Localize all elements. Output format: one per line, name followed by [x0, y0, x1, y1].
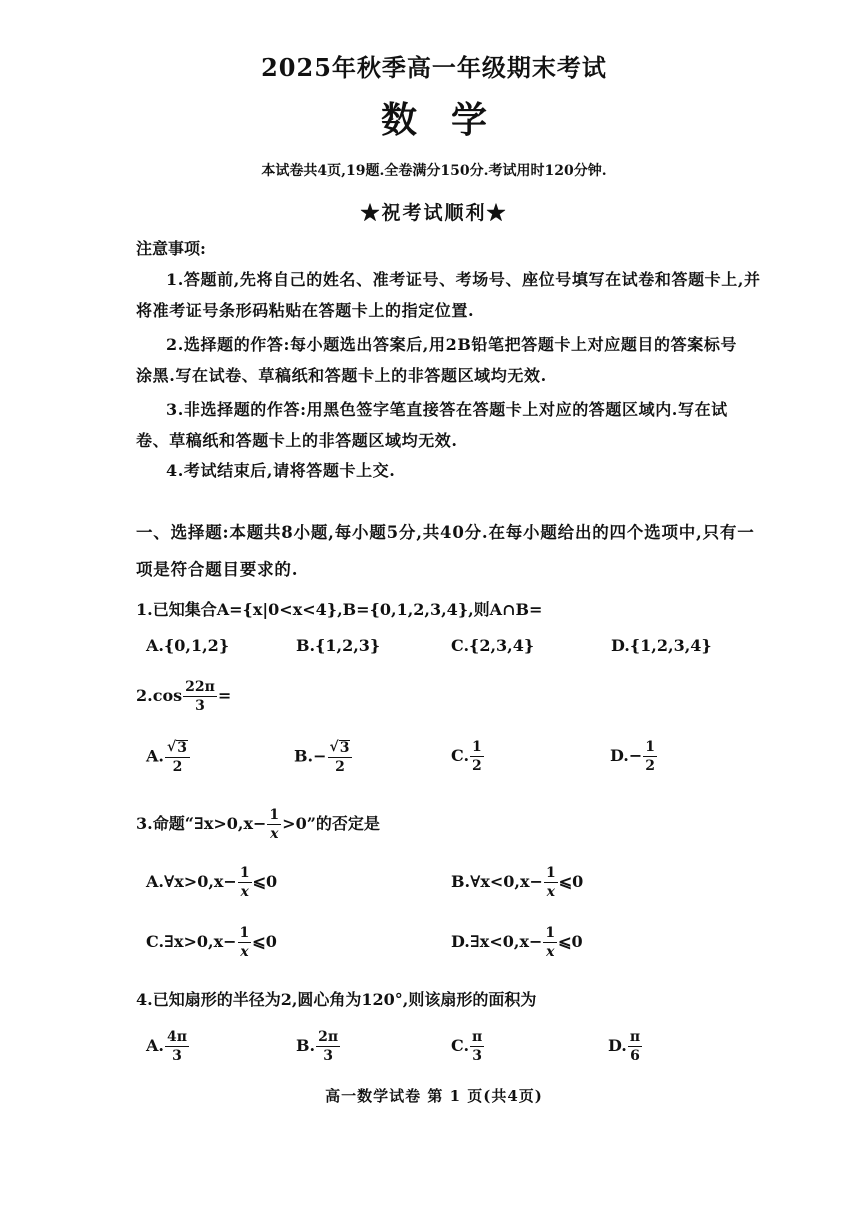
subject-title: 数学: [380, 99, 521, 141]
question-4-option-c: C. $\frac{\pi}{3}$: [451, 1029, 483, 1064]
section-heading-line-2: 项是符合题目要求的.: [136, 560, 299, 579]
question-4-option-d: D. $\frac{\pi}{6}$: [608, 1029, 641, 1064]
section-heading-line-1: 一、选择题:本题共8小题,每小题5分,共40分.在每小题给出的四个选项中,只有一: [136, 523, 755, 542]
question-1-option-a: A.{0,1,2}: [146, 636, 230, 655]
question-2-option-c: C. $\frac{1}{2}$: [451, 739, 482, 774]
question-3-option-c: C.∃x>0,x− $\frac{1}{x}$ ⩽0: [146, 925, 277, 960]
sqrt-sign-icon: √ 3: [166, 739, 187, 756]
question-2-option-d: D.− $\frac{1}{2}$: [610, 739, 656, 774]
question-2-option-a: A. √ 3 2: [146, 740, 191, 774]
question-3-stem: 3.命题“∃x>0,x− $\frac{1}{x}$ >0”的否定是: [136, 807, 380, 842]
notice-heading: 注意事项:: [136, 239, 206, 258]
question-2-numerator: 22π: [185, 679, 215, 695]
good-luck-banner: ★祝考试顺利★: [360, 202, 508, 224]
sqrt-sign-icon: √ 3: [329, 739, 350, 756]
question-4-option-b: B. $\frac{2\pi}{3}$: [296, 1029, 339, 1064]
notice-item-1-line-1: 1.答题前,先将自己的姓名、准考证号、考场号、座位号填写在试卷和答题卡上,并: [166, 270, 761, 289]
exam-title: 2025年秋季高一年级期末考试: [261, 53, 607, 82]
notice-item-1-line-2: 将准考证号条形码粘贴在答题卡上的指定位置.: [136, 301, 475, 320]
exam-info: 本试卷共4页,19题.全卷满分150分.考试用时120分钟.: [261, 163, 607, 179]
question-1-option-d: D.{1,2,3,4}: [611, 636, 712, 655]
question-2-denominator: 3: [195, 698, 205, 714]
question-4-stem: 4.已知扇形的半径为2,圆心角为120°,则该扇形的面积为: [136, 990, 537, 1009]
question-2-fraction: [183, 680, 217, 713]
question-2-suffix: =: [217, 686, 232, 705]
question-4-option-a: A. $\frac{4\pi}{3}$: [146, 1029, 187, 1064]
question-3-option-b: B.∀x<0,x− $\frac{1}{x}$ ⩽0: [451, 865, 584, 900]
page-footer: 高一数学试卷 第 1 页(共4页): [325, 1087, 543, 1105]
question-1-option-c: C.{2,3,4}: [451, 636, 535, 655]
question-1-option-b: B.{1,2,3}: [296, 636, 381, 655]
question-3-option-d: D.∃x<0,x− $\frac{1}{x}$ ⩽0: [451, 925, 583, 960]
notice-item-3-line-2: 卷、草稿纸和答题卡上的非答题区域均无效.: [136, 431, 458, 450]
notice-item-4: 4.考试结束后,请将答题卡上交.: [166, 461, 396, 480]
question-2-stem: [136, 680, 231, 713]
question-2-prefix: 2.cos: [136, 686, 183, 705]
notice-item-2-line-1: 2.选择题的作答:每小题选出答案后,用2B铅笔把答题卡上对应题目的答案标号: [166, 335, 738, 354]
question-1-stem: 1.已知集合A={x|0<x<4},B={0,1,2,3,4},则A∩B=: [136, 600, 543, 619]
notice-item-3-line-1: 3.非选择题的作答:用黑色签字笔直接答在答题卡上对应的答题区域内.写在试: [166, 400, 728, 419]
question-2-option-b: B.− √ 3 2: [294, 740, 353, 774]
question-3-option-a: A.∀x>0,x− $\frac{1}{x}$ ⩽0: [146, 865, 278, 900]
notice-item-2-line-2: 涂黑.写在试卷、草稿纸和答题卡上的非答题区域均无效.: [136, 366, 547, 385]
